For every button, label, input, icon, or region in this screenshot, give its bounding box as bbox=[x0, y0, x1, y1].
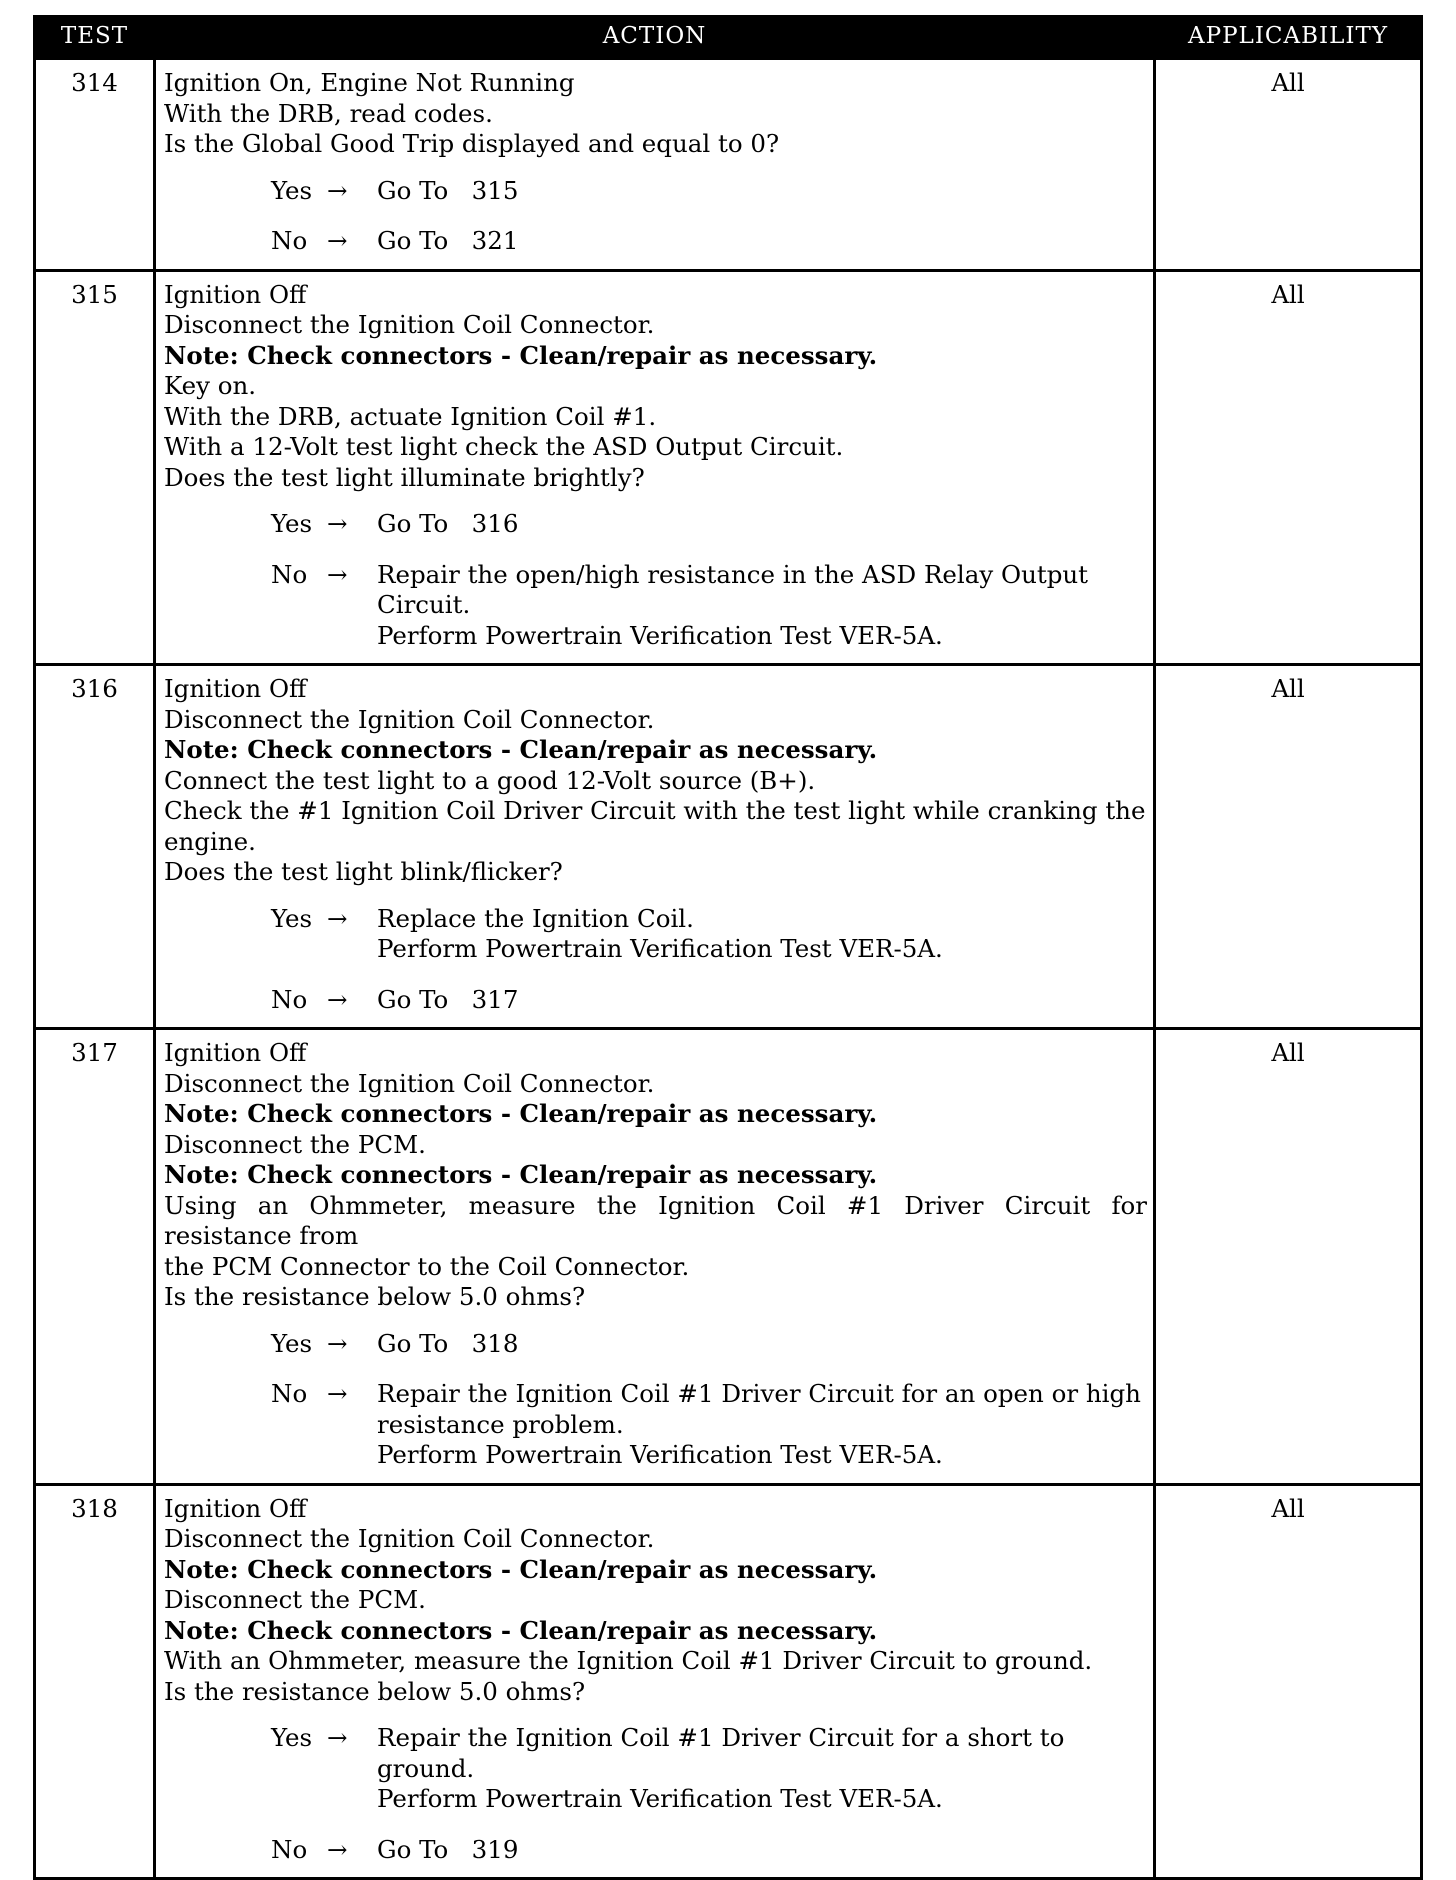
answer-label: Yes bbox=[271, 903, 313, 933]
applicability-value: All bbox=[1155, 59, 1422, 271]
action-step: Ignition On, Engine Not Running bbox=[164, 68, 575, 97]
action-step: Check the #1 Ignition Coil Driver Circuit with the test light while cranking the bbox=[164, 796, 1146, 825]
table-body bbox=[35, 59, 1422, 1879]
answer-result-line: Go To 317 bbox=[377, 984, 519, 1014]
answer-result bbox=[377, 1379, 1147, 1471]
answer-label: Yes bbox=[271, 175, 313, 205]
table-row bbox=[35, 1029, 1422, 1485]
answer-result-line: Repair the open/high resistance in the ASD Relay Output Circuit. bbox=[377, 559, 1096, 619]
answer-result bbox=[377, 226, 1147, 257]
answer-yes bbox=[271, 1329, 1147, 1360]
action-note: Note: Check connectors - Clean/repair as necessary. bbox=[164, 1160, 878, 1189]
test-number: 314 bbox=[35, 59, 155, 271]
action-note: Note: Check connectors - Clean/repair as necessary. bbox=[164, 340, 878, 370]
action-step: Ignition Off bbox=[164, 1493, 307, 1523]
test-number: 318 bbox=[35, 1484, 155, 1879]
right-arrow-icon: → bbox=[327, 1379, 348, 1408]
answer-result-line: resistance problem. bbox=[377, 1409, 624, 1439]
action-step: Is the resistance below 5.0 ohms? bbox=[164, 1282, 586, 1311]
action-step: Disconnect the PCM. bbox=[164, 1585, 426, 1614]
action-step: engine. bbox=[164, 826, 256, 856]
action-step: With the DRB, actuate Ignition Coil #1. bbox=[164, 401, 657, 431]
table-row bbox=[35, 1484, 1422, 1879]
answer-result-line: Perform Powertrain Verification Test VER-5A. bbox=[377, 934, 943, 963]
action-note: Note: Check connectors - Clean/repair as necessary. bbox=[164, 1615, 878, 1645]
action-step: the PCM Connector to the Coil Connector. bbox=[164, 1251, 690, 1281]
answer-options bbox=[164, 904, 1147, 1016]
answer-label: No bbox=[271, 559, 308, 589]
diagnostic-table-page bbox=[33, 15, 1420, 1880]
header-action: ACTION bbox=[155, 15, 1155, 59]
answer-label: Yes bbox=[271, 1723, 313, 1752]
answer-label: No bbox=[271, 1379, 308, 1408]
answer-result bbox=[377, 1835, 1147, 1866]
right-arrow-icon: → bbox=[327, 175, 348, 205]
answer-result-line: Perform Powertrain Verification Test VER-5A. bbox=[377, 620, 943, 650]
action-step: Connect the test light to a good 12-Volt source (B+). bbox=[164, 765, 816, 795]
answer-no bbox=[271, 560, 1147, 652]
test-number: 317 bbox=[35, 1029, 155, 1485]
action-step: Ignition Off bbox=[164, 279, 307, 309]
action-step: Is the resistance below 5.0 ohms? bbox=[164, 1676, 586, 1706]
action-step: With an Ohmmeter, measure the Ignition Coil #1 Driver Circuit to ground. bbox=[164, 1646, 1093, 1675]
answer-result-line: Go To 316 bbox=[377, 509, 519, 538]
table-row bbox=[35, 665, 1422, 1029]
answer-yes bbox=[271, 509, 1147, 540]
action-step: Disconnect the Ignition Coil Connector. bbox=[164, 1068, 655, 1098]
action-step: Disconnect the Ignition Coil Connector. bbox=[164, 310, 655, 339]
test-number: 315 bbox=[35, 270, 155, 665]
header-applicability: APPLICABILITY bbox=[1155, 15, 1422, 59]
action-step: Disconnect the Ignition Coil Connector. bbox=[164, 704, 655, 734]
answer-label: No bbox=[271, 1834, 308, 1864]
answer-result bbox=[377, 904, 1147, 965]
applicability-value: All bbox=[1155, 665, 1422, 1029]
answer-options bbox=[164, 1723, 1147, 1865]
answer-result-line: Go To 318 bbox=[377, 1328, 519, 1358]
action-step: Does the test light illuminate brightly? bbox=[164, 462, 645, 492]
answer-yes bbox=[271, 176, 1147, 207]
action-note: Note: Check connectors - Clean/repair as necessary. bbox=[164, 1099, 878, 1128]
answer-result bbox=[377, 176, 1147, 207]
applicability-value: All bbox=[1155, 270, 1422, 665]
action-note: Note: Check connectors - Clean/repair as necessary. bbox=[164, 1554, 878, 1584]
answer-options bbox=[164, 509, 1147, 651]
table-row bbox=[35, 270, 1422, 665]
action-step: Disconnect the Ignition Coil Connector. bbox=[164, 1524, 655, 1553]
answer-result bbox=[377, 560, 1147, 652]
action-step: Ignition Off bbox=[164, 674, 307, 703]
action-step: Is the Global Good Trip displayed and equal to 0? bbox=[164, 129, 780, 158]
answer-yes bbox=[271, 904, 1147, 965]
answer-result bbox=[377, 1723, 1147, 1815]
action-step: Disconnect the PCM. bbox=[164, 1129, 426, 1159]
answer-label: Yes bbox=[271, 1328, 313, 1358]
answer-label: No bbox=[271, 984, 308, 1014]
right-arrow-icon: → bbox=[327, 226, 348, 255]
answer-result-line: Perform Powertrain Verification Test VER-5A. bbox=[377, 1440, 943, 1469]
applicability-value: All bbox=[1155, 1029, 1422, 1485]
answer-result-line: Replace the Ignition Coil. bbox=[377, 903, 694, 933]
answer-result-line: Go To 319 bbox=[377, 1834, 519, 1864]
answer-result-line: Repair the Ignition Coil #1 Driver Circuit for an open or high bbox=[377, 1379, 1141, 1408]
test-number: 316 bbox=[35, 665, 155, 1029]
header-test: TEST bbox=[35, 15, 155, 59]
answer-no bbox=[271, 985, 1147, 1016]
action-cell bbox=[155, 665, 1155, 1029]
table-header-row bbox=[35, 15, 1422, 59]
action-step: Using an Ohmmeter, measure the Ignition Coil #1 Driver Circuit for resistance from bbox=[164, 1190, 1155, 1250]
answer-yes bbox=[271, 1723, 1147, 1815]
action-note: Note: Check connectors - Clean/repair as necessary. bbox=[164, 735, 878, 764]
right-arrow-icon: → bbox=[327, 1834, 348, 1864]
answer-result bbox=[377, 1329, 1147, 1360]
table-row bbox=[35, 59, 1422, 271]
action-step: Key on. bbox=[164, 371, 257, 400]
diagnostic-test-table bbox=[33, 15, 1423, 1880]
answer-result-line: Go To 321 bbox=[377, 226, 519, 255]
answer-result bbox=[377, 985, 1147, 1016]
right-arrow-icon: → bbox=[327, 1723, 348, 1752]
answer-no bbox=[271, 226, 1147, 257]
action-step: Ignition Off bbox=[164, 1038, 307, 1067]
right-arrow-icon: → bbox=[327, 984, 348, 1014]
right-arrow-icon: → bbox=[327, 1328, 348, 1358]
applicability-value: All bbox=[1155, 1484, 1422, 1879]
action-step: With the DRB, read codes. bbox=[164, 98, 493, 128]
answer-no bbox=[271, 1835, 1147, 1866]
action-step: With a 12-Volt test light check the ASD Output Circuit. bbox=[164, 432, 844, 461]
action-cell bbox=[155, 270, 1155, 665]
answer-options bbox=[164, 176, 1147, 257]
action-cell bbox=[155, 1029, 1155, 1485]
answer-no bbox=[271, 1379, 1147, 1471]
answer-result-line: Go To 315 bbox=[377, 175, 519, 205]
answer-label: Yes bbox=[271, 509, 313, 538]
answer-result bbox=[377, 509, 1147, 540]
answer-result-line: Repair the Ignition Coil #1 Driver Circuit for a short to ground. bbox=[377, 1723, 1073, 1783]
answer-options bbox=[164, 1329, 1147, 1471]
action-cell bbox=[155, 1484, 1155, 1879]
right-arrow-icon: → bbox=[327, 559, 348, 589]
action-step: Does the test light blink/flicker? bbox=[164, 857, 563, 886]
answer-result-line: Perform Powertrain Verification Test VER-5A. bbox=[377, 1784, 943, 1813]
right-arrow-icon: → bbox=[327, 903, 348, 933]
right-arrow-icon: → bbox=[327, 509, 348, 538]
action-cell bbox=[155, 59, 1155, 271]
answer-label: No bbox=[271, 226, 308, 255]
